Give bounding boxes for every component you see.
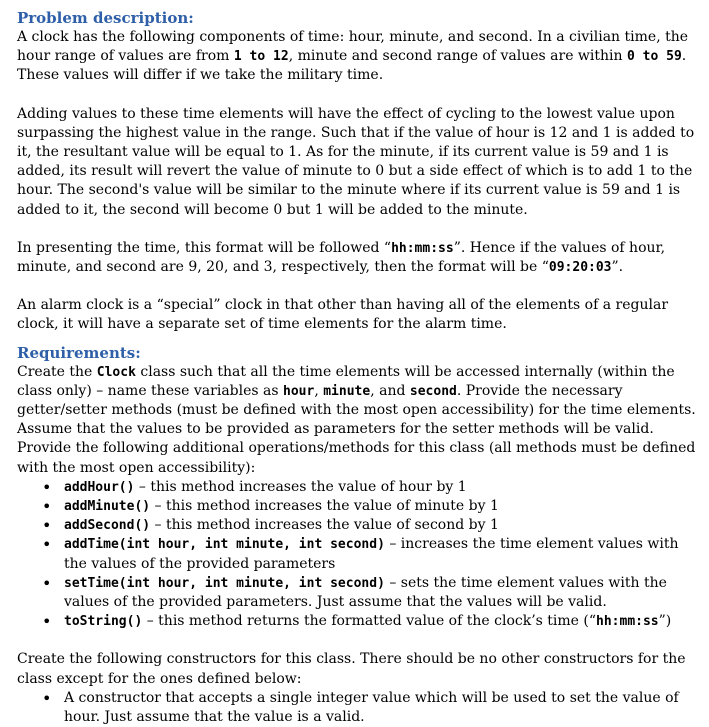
problem-paragraph-2: Adding values to these time elements will have the effect of cycling to the lowest value upon surpassing the highest value in the range. Such that if the value of hour is 12 and 1 is added to it, the resultant value will be equal to 1. As for the minute, if its current value is 59 and 1 is added, its result will revert the value of minute to 0 but a side effect of which is to add 1 to the hour. The second's value will be similar to the minute where if its current value is 59 and 1 is added to it, the second will become 0 but 1 will be added to the minute. bbox=[17, 105, 695, 218]
var-hour: hour bbox=[283, 383, 315, 399]
method-description: – this method increases the value of minute by 1 bbox=[150, 498, 499, 515]
list-item bbox=[64, 497, 703, 516]
range-minute-second: 0 to 59 bbox=[626, 49, 682, 65]
text-run: . These values will differ if we take the military time. bbox=[17, 48, 687, 84]
list-item bbox=[64, 574, 703, 612]
time-example: 09:20:03 bbox=[548, 260, 612, 276]
text-run: , bbox=[314, 382, 324, 399]
text-run: In presenting the time, this format will be followed “ bbox=[17, 239, 392, 256]
constructors-intro: Create the following constructors for this class. There should be no other constructors for the class except for the ones defined below: bbox=[17, 651, 686, 687]
text-run: class such that all the time elements will be accessed internally (within the class only) – name these variables as bbox=[17, 363, 675, 399]
list-item bbox=[64, 516, 703, 535]
var-minute: minute bbox=[323, 383, 371, 399]
method-description: – sets the time element values with the values of the provided parameters. Just assume that the values will be valid. bbox=[64, 574, 667, 611]
text-run: . Provide the necessary getter/setter methods (must be defined with the most open accessibility) for the time elements. Assume that the values to be provided as parameters for the setter methods will be valid. Provide the following additional operations/methods for this class (all methods must be defined with the most open accessibility): bbox=[17, 382, 696, 476]
method-description: – increases the time element values with the values of the provided parameters bbox=[64, 536, 679, 572]
list-item bbox=[64, 478, 703, 497]
text-run: ”. Hence if the values of hour, minute, and second are 9, 20, and 3, respectively, then the format will be “ bbox=[17, 239, 666, 276]
text-run: ”) bbox=[658, 613, 672, 630]
method-description: – this method returns the formatted value of the clock’s time (“ bbox=[142, 613, 597, 630]
list-item bbox=[64, 535, 703, 573]
method-signature: addHour() bbox=[64, 479, 135, 495]
method-signature: addSecond() bbox=[64, 518, 151, 534]
list-item bbox=[64, 612, 703, 631]
requirements-heading: Requirements: bbox=[17, 343, 141, 362]
problem-heading: Problem description: bbox=[17, 9, 194, 27]
problem-paragraph-4: An alarm clock is a “special” clock in that other than having all of the elements of a regular clock, it will have a separate set of time elements for the alarm time. bbox=[17, 297, 669, 333]
text-run: A clock has the following components of time: hour, minute, and second. In a civilian time, the hour range of values are from bbox=[17, 29, 689, 65]
method-description: – this method increases the value of hour by 1 bbox=[134, 478, 467, 495]
time-format: hh:mm:ss bbox=[596, 614, 659, 630]
document bbox=[17, 9, 703, 727]
problem-paragraph-1 bbox=[17, 28, 703, 86]
text-run: , and bbox=[370, 382, 410, 399]
method-description: – this method increases the value of second by 1 bbox=[150, 517, 499, 534]
text-run: ”. bbox=[611, 259, 624, 276]
problem-paragraph-3 bbox=[17, 239, 703, 277]
text-run: , minute and second range of values are within bbox=[288, 48, 627, 65]
method-signature: addTime(int hour, int minute, int second) bbox=[64, 537, 385, 553]
time-format: hh:mm:ss bbox=[391, 240, 454, 256]
method-signature: toString() bbox=[64, 614, 143, 630]
range-hour: 1 to 12 bbox=[233, 49, 289, 65]
list-item: • A constructor that accepts a single integer value which will be used to set the value of hour. Just assume that the value is a valid. bbox=[64, 689, 703, 727]
method-signature: setTime(int hour, int minute, int second) bbox=[64, 575, 385, 591]
methods-list bbox=[17, 478, 703, 632]
class-name: Clock bbox=[96, 364, 136, 380]
constructors-list bbox=[17, 689, 703, 727]
method-signature: addMinute() bbox=[64, 499, 151, 515]
text-run: Create the bbox=[17, 363, 97, 380]
var-second: second bbox=[409, 383, 457, 399]
requirements-intro bbox=[17, 363, 703, 478]
